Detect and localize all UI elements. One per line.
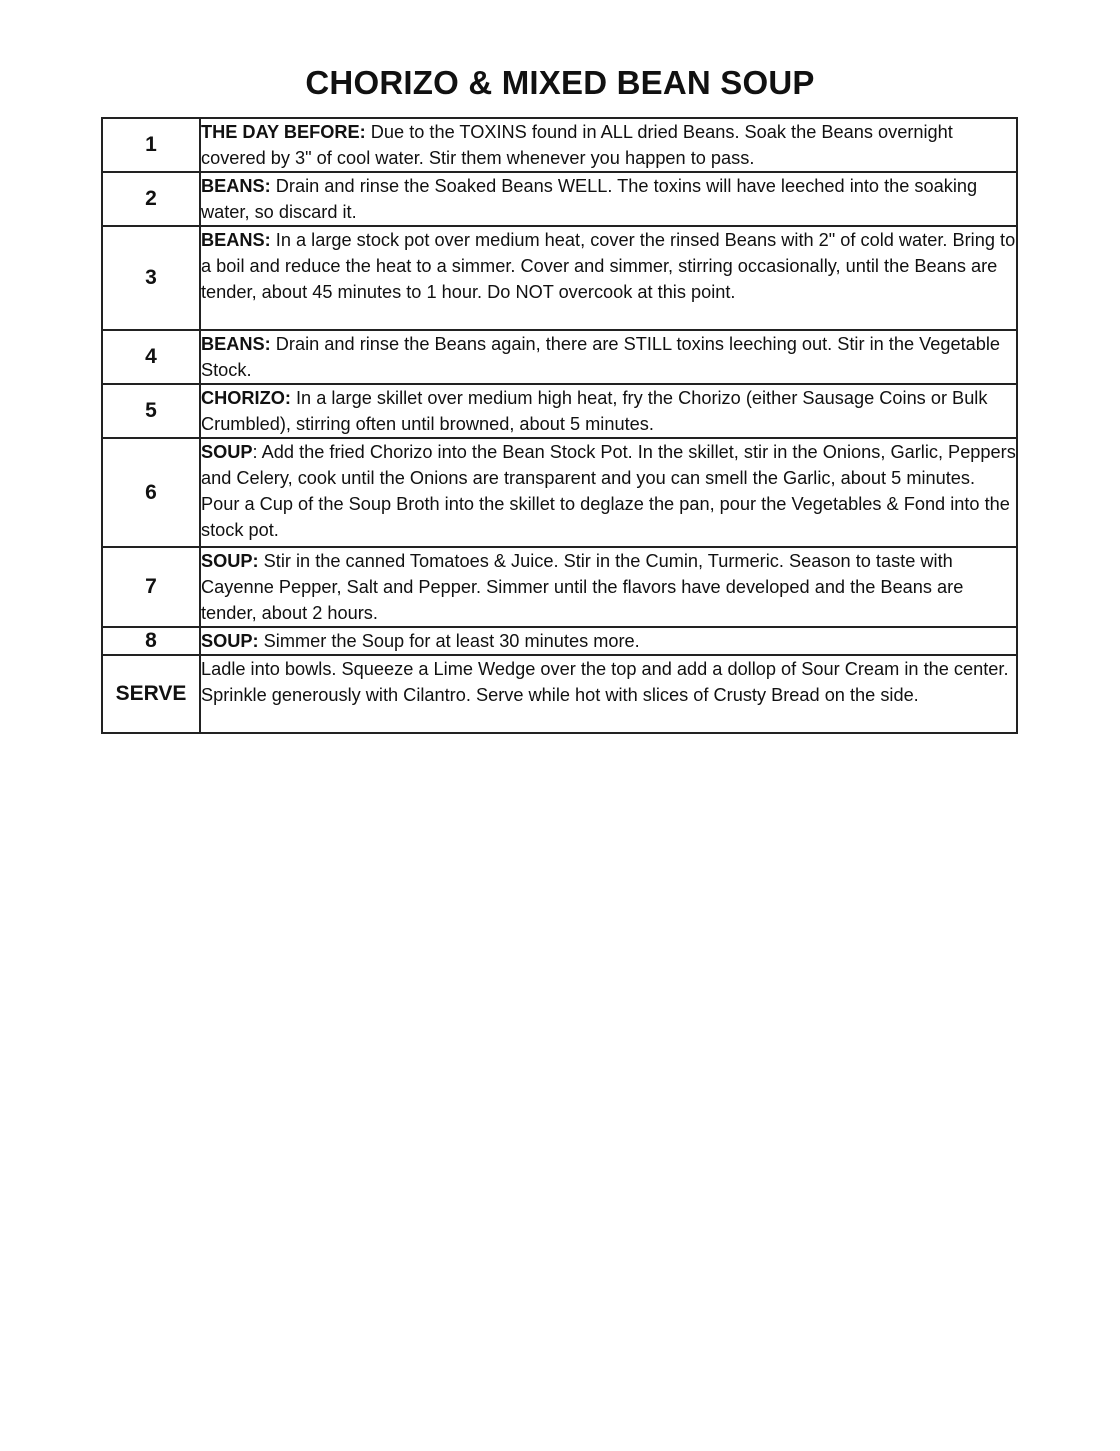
step-number: 7: [102, 547, 200, 627]
step-text: Drain and rinse the Beans again, there are STILL toxins leeching out. Stir in the Vegetable Stock.: [201, 334, 1001, 380]
step-row: [102, 627, 1017, 655]
step-label: BEANS:: [201, 334, 271, 354]
step-instruction: [200, 118, 1017, 172]
step-row: [102, 438, 1017, 547]
step-row: [102, 172, 1017, 226]
step-row: [102, 226, 1017, 330]
step-instruction: [200, 438, 1017, 547]
step-label: SOUP: [201, 442, 253, 462]
step-label: BEANS:: [201, 230, 271, 250]
step-label: SOUP:: [201, 631, 259, 651]
step-row: [102, 655, 1017, 733]
step-label: THE DAY BEFORE:: [201, 122, 366, 142]
step-number: 4: [102, 330, 200, 384]
step-instruction: [200, 547, 1017, 627]
step-number: 3: [102, 226, 200, 330]
step-text: : Add the fried Chorizo into the Bean Stock Pot. In the skillet, stir in the Onions, Garlic, Peppers and Celery, cook until the Onions are transparent and you can smell the Garlic, about 5 minutes. Pour a Cup of the Soup Broth into the skillet to deglaze the pan, pour the Vegetables & Fond into the stock pot.: [201, 442, 1016, 540]
step-number: 6: [102, 438, 200, 547]
step-instruction: [200, 172, 1017, 226]
step-number: 2: [102, 172, 200, 226]
step-text: Due to the TOXINS found in ALL dried Beans. Soak the Beans overnight covered by 3" of cool water. Stir them whenever you happen to pass.: [201, 122, 953, 168]
step-text: Stir in the canned Tomatoes & Juice. Stir in the Cumin, Turmeric. Season to taste with Cayenne Pepper, Salt and Pepper. Simmer until the flavors have developed and the Beans are tender, about 2 hours.: [201, 551, 964, 623]
step-row: [102, 384, 1017, 438]
step-text: Drain and rinse the Soaked Beans WELL. The toxins will have leeched into the soaking water, so discard it.: [201, 176, 978, 222]
recipe-steps-table: [101, 117, 1018, 734]
step-instruction: [200, 226, 1017, 330]
step-text: In a large stock pot over medium heat, cover the rinsed Beans with 2" of cold water. Bring to a boil and reduce the heat to a simmer. Cover and simmer, stirring occasionally, until the Beans are tender, about 45 minutes to 1 hour. Do NOT overcook at this point.: [201, 230, 1016, 302]
step-label: CHORIZO:: [201, 388, 291, 408]
step-instruction: [200, 655, 1017, 733]
step-text: Simmer the Soup for at least 30 minutes more.: [258, 631, 640, 651]
step-row: [102, 118, 1017, 172]
step-number: 8: [102, 627, 200, 655]
step-text: In a large skillet over medium high heat, fry the Chorizo (either Sausage Coins or Bulk Crumbled), stirring often until browned, about 5 minutes.: [201, 388, 988, 434]
step-label: SOUP:: [201, 551, 259, 571]
step-instruction: [200, 627, 1017, 655]
step-number: 5: [102, 384, 200, 438]
page-title: CHORIZO & MIXED BEAN SOUP: [305, 64, 815, 101]
step-instruction: [200, 330, 1017, 384]
step-text: Ladle into bowls. Squeeze a Lime Wedge over the top and add a dollop of Sour Cream in the center. Sprinkle generously with Cilantro. Serve while hot with slices of Crusty Bread on the side.: [201, 659, 1009, 705]
step-number: SERVE: [102, 655, 200, 733]
step-instruction: [200, 384, 1017, 438]
step-label: BEANS:: [201, 176, 271, 196]
step-number: 1: [102, 118, 200, 172]
step-row: [102, 330, 1017, 384]
step-row: [102, 547, 1017, 627]
